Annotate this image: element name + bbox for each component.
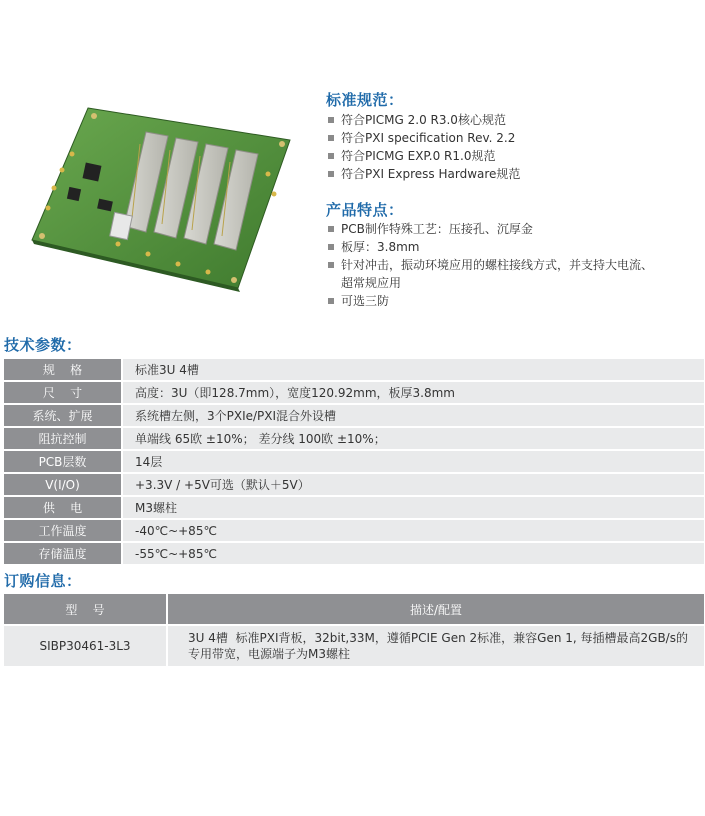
- list-item: 针对冲击，振动环境应用的螺柱接线方式，并支持大电流、: [328, 256, 653, 274]
- bullet-icon: [328, 262, 334, 268]
- features-title: 产品特点：: [326, 201, 404, 219]
- param-value: -40℃~+85℃: [122, 519, 704, 542]
- bullet-icon: [328, 244, 334, 250]
- table-row: [4, 542, 704, 565]
- bullet-icon: [328, 153, 334, 159]
- list-item: 符合PXI specification Rev. 2.2: [328, 129, 520, 147]
- description-line: 3U 4槽 标准PXI背板，32bit,33M，遵循PCIE Gen 2标准，兼容Gen 1, 每插槽最高2GB/s的: [188, 631, 688, 645]
- table-row: [4, 427, 704, 450]
- list-item: PCB制作特殊工艺：压接孔、沉厚金: [328, 220, 653, 238]
- bullet-icon: [328, 135, 334, 141]
- tech-title: 技术参数：: [4, 336, 82, 354]
- param-value: 标准3U 4槽: [122, 359, 704, 381]
- order-table: [4, 594, 704, 666]
- list-item-continuation: 超常规应用: [341, 276, 402, 290]
- table-row: [4, 450, 704, 473]
- standards-title: 标准规范：: [326, 91, 404, 109]
- param-value: 系统槽左侧，3个PXIe/PXI混合外设槽: [122, 404, 704, 427]
- list-item: 符合PXI Express Hardware规范: [328, 165, 520, 183]
- param-label: 尺 寸: [4, 381, 122, 404]
- list-item: 板厚：3.8mm: [328, 238, 653, 256]
- param-value: 单端线 65欧 ±10%； 差分线 100欧 ±10%；: [122, 427, 704, 450]
- table-header-row: [4, 594, 704, 625]
- param-value: 高度：3U（即128.7mm），宽度120.92mm，板厚3.8mm: [122, 381, 704, 404]
- product-image: [28, 104, 300, 292]
- column-header-model: 型 号: [4, 594, 167, 625]
- param-value: +3.3V / +5V可选（默认＋5V）: [122, 473, 704, 496]
- param-label: PCB层数: [4, 450, 122, 473]
- features-list: [328, 220, 653, 310]
- bullet-icon: [328, 117, 334, 123]
- column-header-description: 描述/配置: [167, 594, 704, 625]
- list-item: 符合PICMG EXP.0 R1.0规范: [328, 147, 520, 165]
- bullet-icon: [328, 226, 334, 232]
- param-value: M3螺柱: [122, 496, 704, 519]
- model-description: [167, 625, 704, 666]
- table-row: [4, 381, 704, 404]
- table-row: [4, 359, 704, 381]
- standards-list: [328, 111, 520, 183]
- param-label: 存储温度: [4, 542, 122, 565]
- table-row: [4, 404, 704, 427]
- param-label: 系统、扩展: [4, 404, 122, 427]
- bullet-icon: [328, 298, 334, 304]
- table-row: [4, 496, 704, 519]
- order-title: 订购信息：: [4, 572, 82, 590]
- table-row: [4, 519, 704, 542]
- param-label: 阻抗控制: [4, 427, 122, 450]
- bullet-icon: [328, 171, 334, 177]
- description-line: 专用带宽，电源端子为M3螺柱: [188, 647, 350, 661]
- list-item: 可选三防: [328, 292, 653, 310]
- table-row: [4, 473, 704, 496]
- param-label: 供 电: [4, 496, 122, 519]
- tech-params-table: [4, 359, 704, 566]
- table-row: [4, 625, 704, 666]
- model-number: SIBP30461-3L3: [4, 625, 167, 666]
- param-label: 规 格: [4, 359, 122, 381]
- list-item: 符合PICMG 2.0 R3.0核心规范: [328, 111, 520, 129]
- param-value: 14层: [122, 450, 704, 473]
- param-label: 工作温度: [4, 519, 122, 542]
- param-value: -55℃~+85℃: [122, 542, 704, 565]
- param-label: V(I/O): [4, 473, 122, 496]
